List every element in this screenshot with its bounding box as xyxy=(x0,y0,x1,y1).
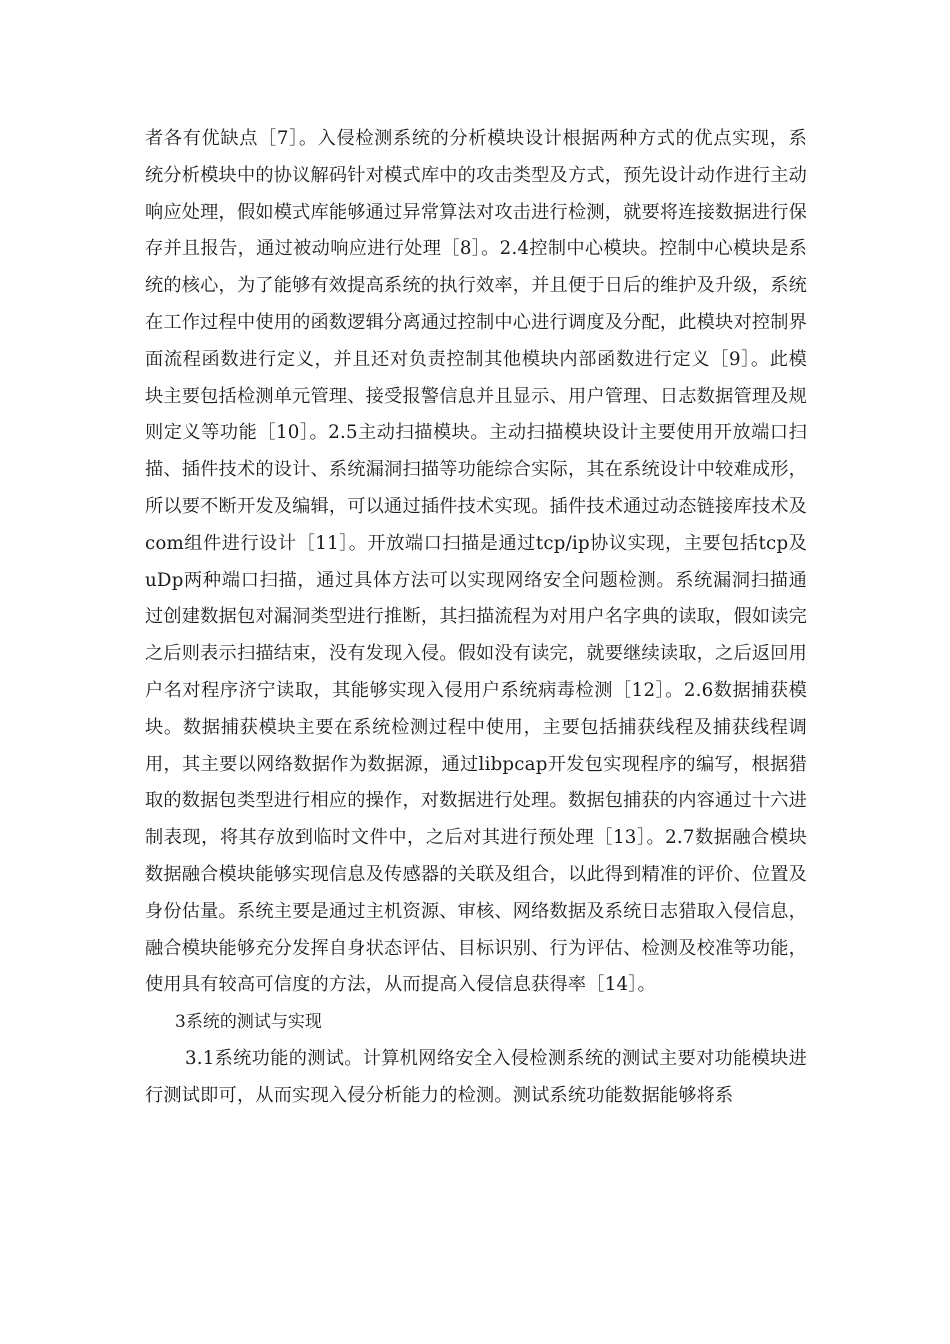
body-paragraph-modules: 者各有优缺点［7］。入侵检测系统的分析模块设计根据两种方式的优点实现，系统分析模块中的协议解码针对模式库中的攻击类型及方式，预先设计动作进行主动响应处理，假如模式库能够通过异常算法对攻击进行检测，就要将连接数据进行保存并且报告，通过被动响应进行处理［8］。2.4控制中心模块。控制中心模块是系统的核心，为了能够有效提高系统的执行效率，并且便于日后的维护及升级，系统在工作过程中使用的函数逻辑分离通过控制中心进行调度及分配，此模块对控制界面流程函数进行定义，并且还对负责控制其他模块内部函数进行定义［9］。此模块主要包括检测单元管理、接受报警信息并且显示、用户管理、日志数据管理及规则定义等功能［10］。2.5主动扫描模块。主动扫描模块设计主要使用开放端口扫描、插件技术的设计、系统漏洞扫描等功能综合实际，其在系统设计中较难成形，所以要不断开发及编辑，可以通过插件技术实现。插件技术通过动态链接库技术及com组件进行设计［11］。开放端口扫描是通过tcp/ip协议实现，主要包括tcp及uDp两种端口扫描，通过具体方法可以实现网络安全问题检测。系统漏洞扫描通过创建数据包对漏洞类型进行推断，其扫描流程为对用户名字典的读取，假如读完之后则表示扫描结束，没有发现入侵。假如没有读完，就要继续读取，之后返回用户名对程序济宁读取，其能够实现入侵用户系统病毒检测［12］。2.6数据捕获模块。数据捕获模块主要在系统检测过程中使用，主要包括捕获线程及捕获线程调用，其主要以网络数据作为数据源，通过libpcap开发包实现程序的编写，根据猎取的数据包类型进行相应的操作，对数据进行处理。数据包捕获的内容通过十六进制表现，将其存放到临时文件中，之后对其进行预处理［13］。2.7数据融合模块数据融合模块能够实现信息及传感器的关联及组合，以此得到精准的评价、位置及身份估量。系统主要是通过主机资源、审核、网络数据及系统日志猎取入侵信息，融合模块能够充分发挥自身状态评估、目标识别、行为评估、检测及校准等功能，使用具有较高可信度的方法，从而提高入侵信息获得率［14］。 xyxy=(145,128,807,996)
body-paragraph-testing: 3.1系统功能的测试。计算机网络安全入侵检测系统的测试主要对功能模块进行测试即可，从而实现入侵分析能力的检测。测试系统功能数据能够将系 xyxy=(145,1047,807,1106)
document-body xyxy=(145,121,807,1115)
section-heading-testing: 3系统的测试与实现 xyxy=(175,1012,322,1033)
